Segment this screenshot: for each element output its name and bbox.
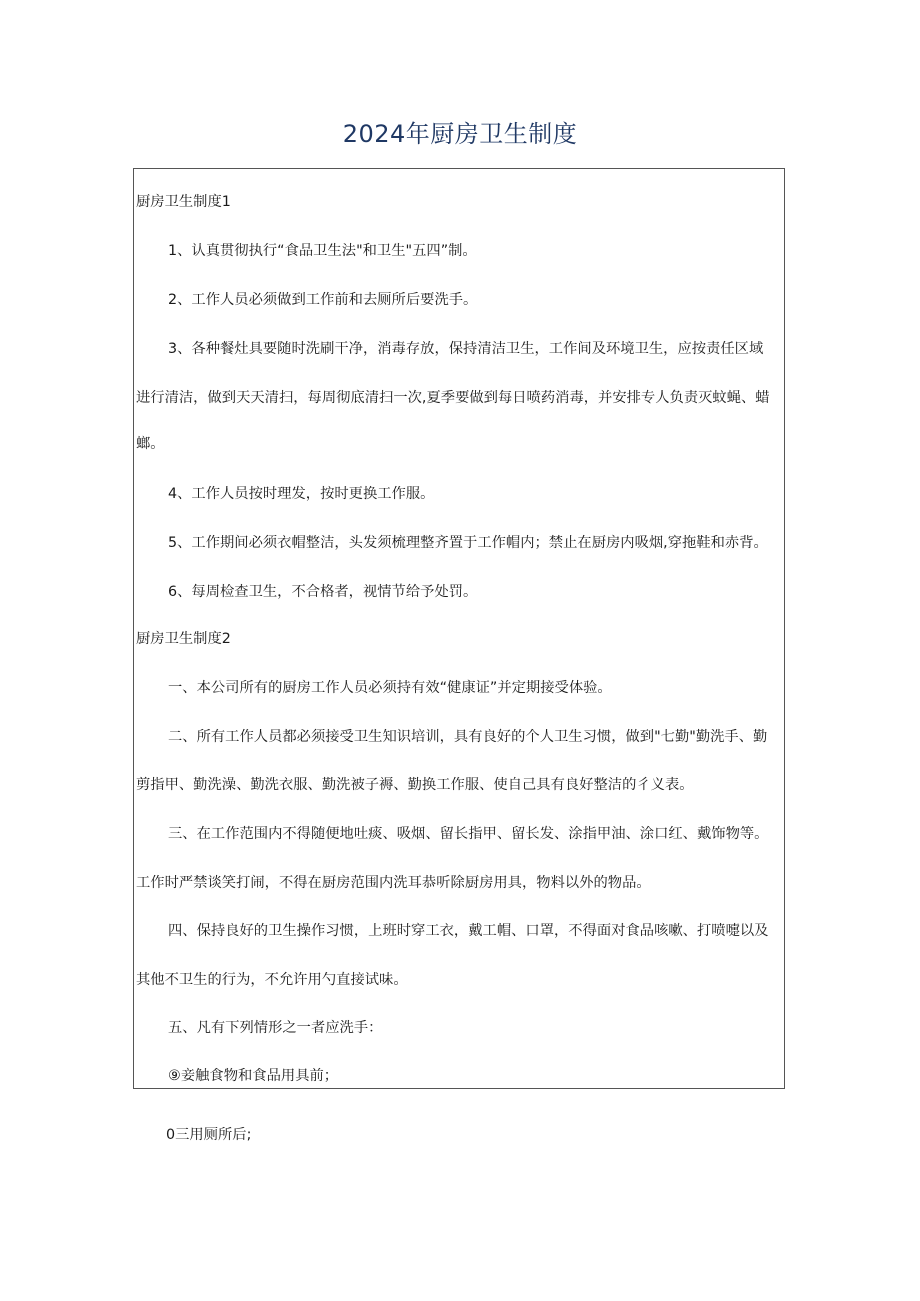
- paragraph-continuation: 进行清洁，做到天天清扫，每周彻底清扫一次,夏季要做到每日喷药消毒，并安排专人负责灭蚊蝇、蜡: [136, 390, 770, 406]
- paragraph: 二、所有工作人员都必须接受卫生知识培训，具有良好的个人卫生习惯，做到"七勤"勤洗手、勤: [168, 729, 768, 745]
- section-heading: 厨房卫生制度2: [136, 631, 231, 647]
- paragraph-outside-frame: 0三用厕所后;: [166, 1127, 252, 1143]
- section-heading: 厨房卫生制度1: [136, 194, 231, 210]
- paragraph: ⑨妾触食物和食品用具前；: [168, 1068, 339, 1084]
- content-frame: [133, 168, 785, 1089]
- paragraph: 4、工作人员按时理发，按时更换工作服。: [168, 486, 435, 502]
- paragraph: 2、工作人员必须做到工作前和去厕所后要洗手。: [168, 292, 478, 308]
- paragraph-continuation: 螂。: [136, 436, 165, 452]
- paragraph: 五、凡有下列情形之一者应洗手：: [168, 1020, 383, 1036]
- paragraph: 3、各种餐灶具要随时洗刷干净，消毒存放，保持清洁卫生，工作间及环境卫生，应按责任区域: [168, 341, 764, 357]
- paragraph: 四、保持良好的卫生操作习惯，上班时穿工衣，戴工帽、口罩，不得面对食品咳嗽、打喷嚏以及: [168, 923, 769, 939]
- paragraph: 一、本公司所有的厨房工作人员必须持有效“健康证”并定期接受体验。: [168, 680, 612, 696]
- paragraph: 1、认真贯彻执行“食品卫生法"和卫生"五四”制。: [168, 243, 477, 259]
- paragraph: 5、工作期间必须衣帽整洁，头发须梳理整齐置于工作帽内；禁止在厨房内吸烟,穿拖鞋和赤背。: [168, 535, 768, 551]
- paragraph-continuation: 其他不卫生的行为，不允许用勺直接试味。: [136, 972, 408, 988]
- paragraph-continuation: 剪指甲、勤洗澡、勤洗衣服、勤洗被子褥、勤换工作服、使自己具有良好整洁的彳义表。: [136, 777, 694, 793]
- paragraph: 6、每周检查卫生，不合格者，视情节给予处罚。: [168, 584, 478, 600]
- document-title: 2024年厨房卫生制度: [342, 120, 578, 148]
- paragraph-continuation: 工作时严禁谈笑打闹，不得在厨房范围内洗耳恭听除厨房用具，物料以外的物品。: [136, 875, 651, 891]
- paragraph: 三、在工作范围内不得随便地吐痰、吸烟、留长指甲、留长发、涂指甲油、涂口红、戴饰物等。: [168, 826, 769, 842]
